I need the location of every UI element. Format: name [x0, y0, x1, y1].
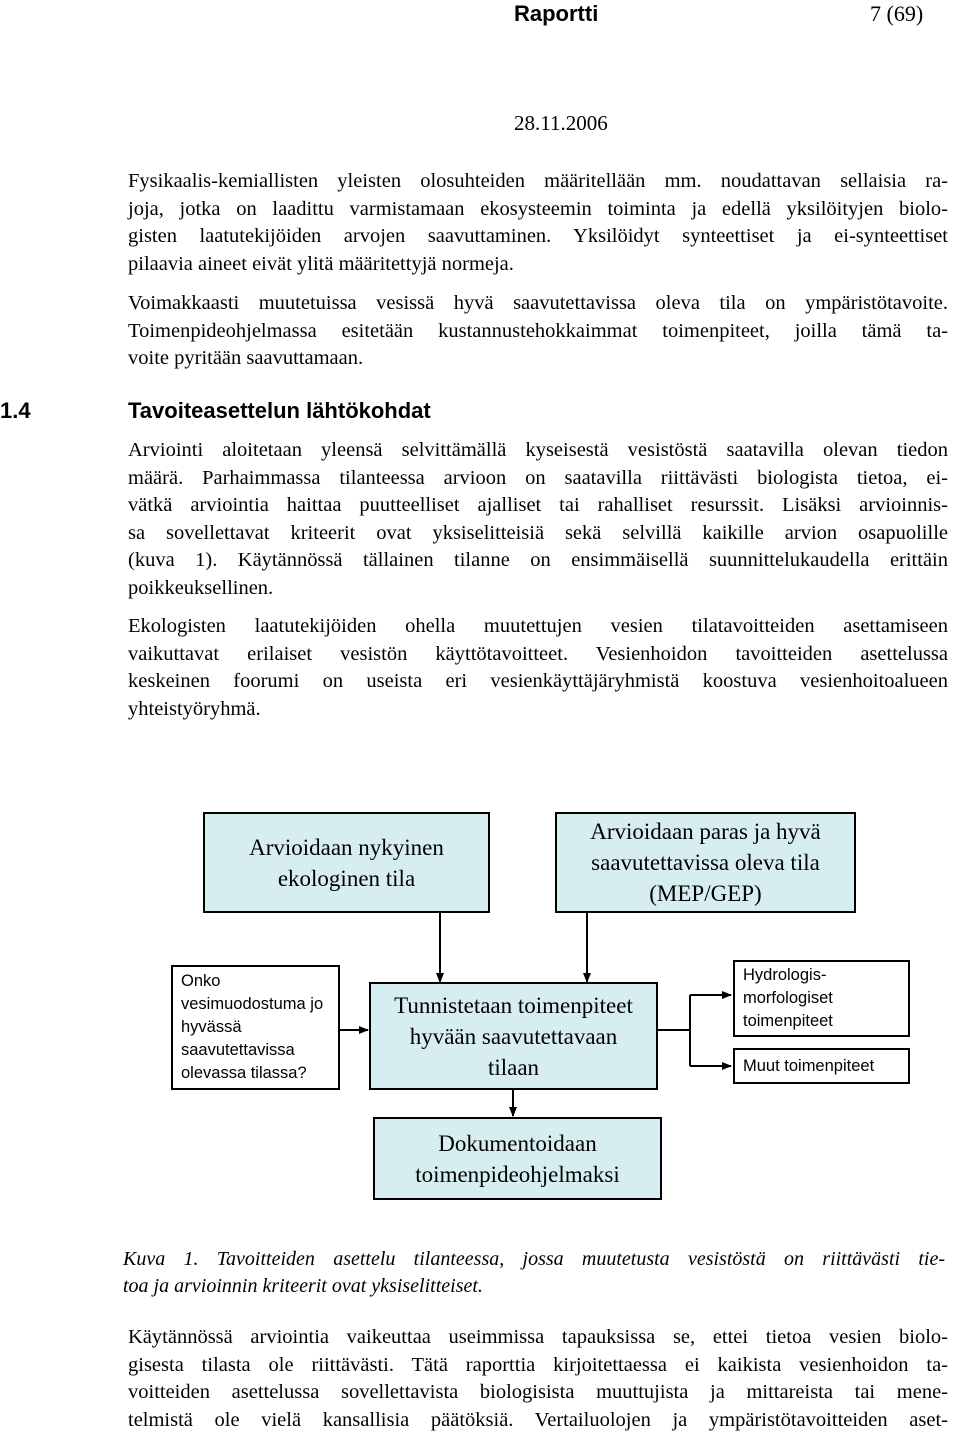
box-line: Arvioidaan nykyinen: [249, 834, 444, 860]
box-line: morfologiset: [743, 989, 833, 1007]
text-line: Toimenpideohjelmassa esitetään kustannustehokkaimmat toimenpiteet, joilla tämä ta-: [128, 319, 948, 342]
figure-caption: [123, 1246, 945, 1300]
caption-line: Kuva 1. Tavoitteiden asettelu tilanteessa, jossa muutetusta vesistöstä on riittävästi tie-: [123, 1248, 945, 1270]
text-line: poikkeuksellinen.: [128, 576, 274, 599]
box-line: (MEP/GEP): [649, 881, 762, 906]
box-hydromorphological-measures: [733, 960, 910, 1037]
box-line: vesimuodostuma jo: [181, 995, 324, 1013]
text-line: Arviointi aloitetaan yleensä selvittämällä kyseisestä vesistöstä saatavilla olevan tiedon: [128, 439, 948, 461]
box-line: Onko: [181, 972, 221, 990]
text-line: vaikuttavat erilaiset vesistön käyttötavoitteet. Vesienhoidon tavoitteiden asettelussa: [128, 642, 948, 665]
box-good-state-question: [171, 965, 340, 1090]
text-line: voitteiden asettelussa sovellettavista biologisista muuttujista ja mittareista tai mene-: [128, 1381, 948, 1403]
text-line: gisten laatutekijöiden arvojen saavuttaminen. Yksilöidyt synteettiset ja ei-synteettiset: [128, 225, 948, 247]
text-line: telmistä ole vielä kansallisia päätöksiä. Vertailuolojen ja ympäristötavoitteiden aset-: [128, 1408, 948, 1431]
text-line: Voimakkaasti muutetuissa vesissä hyvä saavutettavissa oleva tila on ympäristötavoite.: [128, 292, 948, 314]
box-assess-current-state: [203, 812, 490, 913]
box-line: Dokumentoidaan: [438, 1130, 597, 1156]
section-number: 1.4: [0, 398, 31, 423]
box-line: hyvään saavutettavaan: [409, 1023, 618, 1049]
box-line: Muut toimenpiteet: [743, 1056, 875, 1075]
box-line: saavutettavissa: [181, 1041, 295, 1059]
text-line: pilaavia aineet eivät ylitä määritettyjä normeja.: [128, 252, 514, 275]
text-line: yhteistyöryhmä.: [128, 697, 261, 720]
report-title: Raportti: [514, 1, 599, 26]
text-line: gisesta tilasta ole riittävästi. Tätä raporttia kirjoitettaessa ei kaikista vesienhoidon ta-: [128, 1353, 948, 1376]
text-line: (kuva 1). Käytännössä tällainen tilanne on ensimmäisellä suunnittelukaudella erittäin: [128, 549, 948, 571]
box-line: Tunnistetaan toimenpiteet: [394, 992, 633, 1018]
box-line: hyvässä: [181, 1018, 242, 1036]
text-line: joja, jotka on laadittu varmistamaan ekosysteemin toiminta ja edellä yksilöityjen biolo-: [128, 197, 948, 220]
text-line: Käytännössä arviointia vaikeuttaa useimmissa tapauksissa se, ettei tietoa vesien biolo-: [128, 1326, 948, 1348]
text-line: sa sovellettavat kriteerit ovat yksiselitteisiä sekä selvillä kaikille arvion osapuolille: [128, 521, 948, 544]
page-number: 7 (69): [870, 1, 924, 26]
box-line: Hydrologis-: [743, 966, 827, 984]
box-other-measures: [733, 1048, 910, 1084]
box-assess-best-state: [555, 812, 856, 913]
text-line: voite pyritään saavuttamaan.: [128, 347, 364, 369]
text-line: vätkä arviointia haittaa puutteelliset ajalliset tai rahalliset resurssit. Lisäksi arvioinnis-: [128, 494, 948, 516]
report-date: 28.11.2006: [514, 111, 608, 135]
section-title: Tavoiteasettelun lähtökohdat: [128, 398, 431, 423]
text-line: Ekologisten laatutekijöiden ohella muutettujen vesien tilatavoitteiden asettamiseen: [128, 615, 948, 637]
caption-line: toa ja arvioinnin kriteerit ovat yksiselitteiset.: [123, 1275, 483, 1297]
text-line: määrä. Parhaimmassa tilanteessa arvioon on saatavilla riittävästi biologista tietoa, ei-: [128, 466, 948, 489]
box-line: toimenpiteet: [743, 1012, 833, 1030]
box-identify-measures: [369, 982, 658, 1090]
box-line: saavutettavissa oleva tila: [591, 850, 820, 875]
box-line: toimenpideohjelmaksi: [415, 1161, 620, 1187]
text-line: keskeinen foorumi on useista eri vesienkäyttäjäryhmistä koostuva vesienhoitoalueen: [128, 670, 948, 692]
box-document-programme: [373, 1117, 662, 1200]
text-line: Fysikaalis-kemiallisten yleisten olosuhteiden määritellään mm. noudattavan sellaisia ra-: [128, 170, 948, 192]
box-line: Arvioidaan paras ja hyvä: [590, 819, 821, 844]
box-line: tilaan: [487, 1054, 540, 1080]
paragraph-practice: [128, 1324, 948, 1434]
box-line: ekologinen tila: [277, 865, 416, 891]
box-line: olevassa tilassa?: [181, 1064, 307, 1082]
